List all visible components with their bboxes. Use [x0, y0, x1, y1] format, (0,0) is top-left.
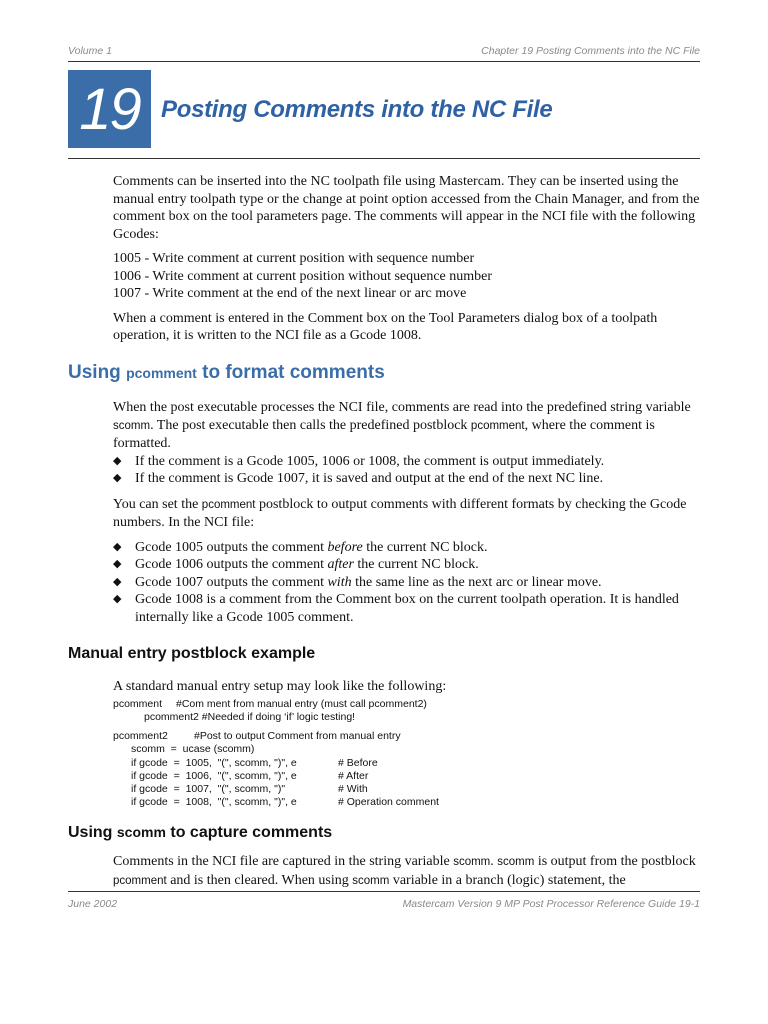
code-text: if gcode = 1005, "(", scomm, ")", e: [131, 756, 297, 769]
code-text: pcomment2: [113, 730, 168, 742]
diamond-bullet-icon: ◆: [113, 472, 122, 484]
chapter-title: Posting Comments into the NC File: [161, 96, 553, 123]
emphasis: with: [327, 574, 352, 590]
running-header: [68, 45, 700, 59]
diamond-bullet-icon: ◆: [113, 593, 122, 605]
text: the current NC block.: [353, 557, 479, 572]
header-rule: [68, 61, 700, 62]
manual-entry-intro: A standard manual entry setup may look like the following:: [113, 679, 447, 694]
code-comment: # With: [338, 783, 368, 796]
text: variable in a branch (logic) statement, the: [389, 872, 626, 888]
text: . The post executable then calls the predefined postblock: [150, 417, 471, 433]
list-item-text: Gcode 1008 is a comment from the Comment box on the current toolpath operation. It is handled internally like a Gcode 1005 comment.: [135, 592, 679, 625]
list-item: [113, 591, 703, 626]
code-comment: # Operation comment: [338, 796, 439, 809]
code-text: scomm = ucase (scomm): [131, 743, 255, 756]
header-volume: Volume 1: [68, 45, 112, 57]
emphasis: after: [327, 557, 354, 572]
footer-guide-page: Mastercam Version 9 MP Post Processor Reference Guide 19-1: [402, 898, 700, 910]
list-item: [113, 453, 703, 471]
heading-text: to capture comments: [165, 824, 333, 841]
text: the same line as the next arc or linear move.: [351, 574, 602, 590]
heading-text: Using: [68, 362, 127, 383]
list-item: [113, 539, 703, 557]
text: Gcode 1006 outputs the comment: [135, 557, 328, 572]
bullet-list: [113, 539, 703, 627]
running-footer: [68, 898, 700, 912]
list-item: [113, 470, 703, 488]
gcode-1005-line: 1005 - Write comment at current position with sequence number: [113, 251, 475, 266]
inline-code: scomm: [453, 856, 491, 868]
scomm-paragraph: [113, 853, 703, 890]
emphasis: before: [327, 539, 363, 555]
text: , where the comment is formatted.: [113, 417, 655, 451]
bullet-list: [113, 453, 703, 488]
diamond-bullet-icon: ◆: [113, 558, 122, 570]
code-comment: # After: [338, 769, 369, 782]
text: postblock to output comments with different formats by checking the Gcode numbers. In the NCI file:: [113, 496, 687, 530]
diamond-bullet-icon: ◆: [113, 454, 122, 467]
footer-rule: [68, 891, 700, 892]
code-text: pcomment2 #Needed if doing ‘if’ logic testing!: [144, 711, 356, 724]
gcode-1006-line: 1006 - Write comment at current position without sequence number: [113, 268, 493, 284]
code-comment: #Post to output Comment from manual entry: [194, 730, 401, 742]
text: When the post executable processes the NCI file, comments are read into the predefined string variable: [113, 400, 691, 415]
scomm-text: [113, 853, 703, 890]
intro-paragraph-2: When a comment is entered in the Comment box on the Tool Parameters dialog box of a toolpath operation, it is written to the NCI file as a Gcode 1008.: [113, 310, 658, 343]
list-item: [113, 574, 703, 592]
list-item: [113, 556, 703, 574]
diamond-bullet-icon: ◆: [113, 540, 122, 553]
text: You can set the: [113, 496, 202, 512]
pcomment-paragraph-2: [113, 496, 703, 532]
intro-section: [113, 173, 703, 345]
diamond-bullet-icon: ◆: [113, 575, 122, 588]
code-comment: # Before: [338, 756, 378, 769]
gcode-1007-line: 1007 - Write comment at the end of the next linear or arc move: [113, 286, 467, 301]
code-comment: #Com ment from manual entry (must call pcomment2): [176, 698, 427, 710]
text: Comments in the NCI file are captured in the string variable: [113, 854, 454, 869]
pcomment-paragraph: [113, 399, 703, 453]
text: Gcode 1005 outputs the comment: [135, 539, 328, 555]
section-heading-scomm: [68, 824, 332, 842]
text: .: [490, 854, 498, 869]
inline-code: scomm: [113, 419, 151, 432]
inline-code: pcomment: [113, 874, 167, 887]
heading-text: to format comments: [196, 362, 385, 383]
inline-code: scomm: [497, 856, 535, 868]
list-item-text: If the comment is Gcode 1007, it is saved and output at the end of the next NC line.: [135, 471, 604, 486]
section-heading-pcomment: [68, 362, 385, 384]
section-heading-manual-entry: Manual entry postblock example: [68, 645, 316, 662]
inline-code: scomm: [352, 874, 390, 887]
code-text: pcomment: [113, 698, 163, 710]
text: Gcode 1007 outputs the comment: [135, 574, 328, 590]
section-pcomment-body: [113, 399, 703, 626]
code-text: if gcode = 1007, "(", scomm, ")": [131, 783, 286, 796]
text: and is then cleared. When using: [166, 872, 353, 888]
text: the current NC block.: [362, 539, 488, 555]
text: is output from the postblock: [534, 854, 696, 869]
code-text: if gcode = 1006, "(", scomm, ")", e: [131, 769, 297, 782]
heading-code: pcomment: [126, 365, 197, 381]
code-text: if gcode = 1008, "(", scomm, ")", e: [131, 796, 297, 809]
chapter-rule: [68, 158, 700, 159]
intro-paragraph: Comments can be inserted into the NC toolpath file using Mastercam. They can be inserted using the manual entry toolpath type or the change at point option accessed from the Chain Manager, and from the comment box on the tool parameters page. The comments will appear in the NCI file with the following Gcodes:: [113, 174, 700, 242]
chapter-number: 19: [79, 77, 140, 142]
inline-code: pcomment: [470, 419, 525, 432]
chapter-number-box: [68, 70, 151, 148]
heading-text: Using: [68, 824, 117, 841]
list-item-text: If the comment is a Gcode 1005, 1006 or 1008, the comment is output immediately.: [135, 453, 605, 469]
footer-date: June 2002: [68, 898, 118, 910]
inline-code: pcomment: [201, 498, 256, 511]
heading-code: scomm: [116, 824, 166, 840]
header-chapter: Chapter 19 Posting Comments into the NC File: [481, 45, 700, 57]
